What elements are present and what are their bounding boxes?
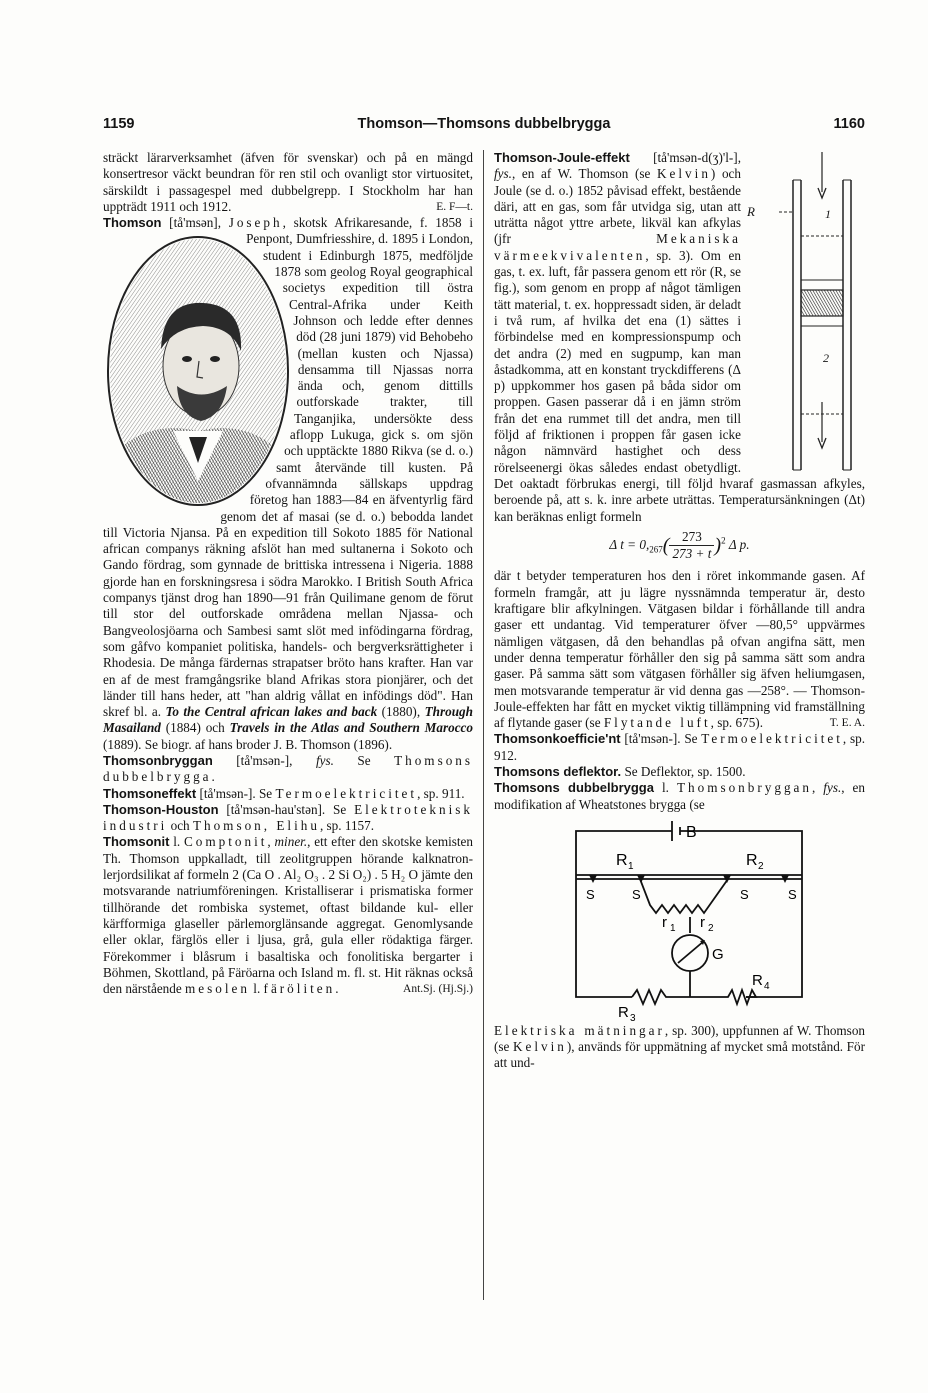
label-R1: R (616, 851, 628, 869)
entry-thomsons-deflektor: Thomsons deflektor. Se Deflektor, sp. 1500. (494, 763, 746, 779)
label-S4: S (788, 886, 797, 902)
label-R3-sub: 3 (630, 1012, 636, 1022)
label-S2: S (632, 886, 641, 902)
label-r1-sub: 1 (670, 922, 676, 934)
label-R1-sub: 1 (628, 860, 634, 872)
page-header (103, 116, 865, 138)
right-column (494, 150, 865, 1072)
label-R4: R (752, 971, 763, 989)
label-S1: S (586, 886, 595, 902)
column-divider (483, 150, 484, 1300)
label-R: R (747, 204, 755, 219)
signature: T. E. A. (829, 717, 865, 730)
label-2: 2 (823, 351, 829, 365)
signature: E. F—t. (436, 200, 473, 213)
entry-thomsons-dubbelbrygga: Thomsons dubbelbrygga l. Thomsonbryggan, fys., en modifikation af Wheatstones brygga (se (494, 780, 865, 812)
label-S3: S (740, 886, 749, 902)
entry-thomsons-dubbelbrygga-cont: Elektriska mätningar, sp. 300), uppfunnen af W. Thomson (se Kelvin), används för uppmätning af mycket små motstånd. För att und- (494, 1022, 866, 1071)
label-R3: R (618, 1003, 629, 1021)
label-B: B (686, 823, 697, 841)
page-number-right: 1160 (833, 116, 865, 132)
entry-thomson-joule-cont: där t betyder temperaturen hos den i röret inkommande gasen. Af formeln framgår, att ju lägre nyssnämnda temperatur är, desto kraftigare blir afkylningen. Vätgasen bildar i förhållande till andra gaser ett undantag. Vid temperaturer öfver —80,5° uppvärmes nämligen vätgasen, då den behandlas på ofvan angifna sätt, men under denna temperatur förhåller den sig på samma sätt som andra gaser. På samma sätt som vätgasen förhåller sig äfven heliumgasen, men motsvarande temperatur är vid denna gas —258°. — Thomson-Joule-effekten har fått en mycket viktig tillämpning vid framställning af flytande gaser (se Flytande luft, sp. 675). T. E. A. (494, 568, 865, 731)
left-column (103, 150, 473, 997)
entry-thomsonkoefficient: Thomsonkoefficie'nt [tå'msən-]. Se Termoelektricitet, sp. 912. (494, 731, 866, 763)
label-r1: r (662, 913, 667, 931)
running-title: Thomson—Thomsons dubbelbrygga (357, 116, 611, 132)
label-R4-sub: 4 (764, 980, 770, 992)
thomson-bridge-diagram (514, 817, 844, 1022)
label-R2: R (746, 851, 758, 869)
formula: Δ $t = 0,_{267}$( $\frac{273}{273 + t}$ )$^2$ Δ p. (609, 528, 750, 562)
label-r2-sub: 2 (708, 922, 714, 934)
apparatus-figure (747, 152, 865, 472)
label-G: G (712, 945, 724, 963)
label-r2: r (700, 913, 705, 931)
entry-thomson-joule: R 1 2 Thomson-Joule-effekt [tå'msən-d(ʒ)'l-], fys., en af W. Thomson (se Kelvin) och Joule (se d. o.) 1852 påvisad effekt, bestående däri, att en gas, som får utvidga sig, utan att uträtta något yttre arbete, likväl kan afkylas (jfr Mekaniska värmeekvivalenten, sp. 3). Om en gas, t. ex. luft, får passera genom ett rör (R, se fig.), som genom en propp af något tämligen tätt material, t. ex. hoppressadt siden, är deladt i två rum, af hvilka det ena (1) sättes i förbindelse med en kompressionspump och det andra (2) med en sugpump, kan man åstadkomma, att en konstant tryckdifferens (Δ p) uppkommer hos gasen på båda sidor om proppen. Gasen passerar då i en jämn ström från det ena rummet till det andra, men till följd af friktionen i proppen får gasen icke någon nämnvärd hastighet och dess rörelseenergi ökas således endast obetydligt. Det oaktadt förbrukas energi, till följd hvaraf gasmassan afkyles, beroende på, att s. k. inre arbete uträttas. Temperatursänkningen (Δt) kan beräknas enligt formeln (494, 150, 865, 524)
portrait-image (103, 231, 298, 511)
headword: Thomson-Joule-effekt (494, 150, 630, 165)
fraction: $\frac{273}{273 + t}$ (669, 529, 714, 563)
bridge-diagram-wrap (494, 813, 865, 1023)
page-number-left: 1159 (103, 116, 135, 132)
label-R2-sub: 2 (758, 860, 764, 872)
signature: Ant.Sj. (Hj.Sj.) (403, 983, 473, 996)
apparatus-diagram (747, 152, 865, 472)
entry-continuation: sträckt lärarverksamhet (äfven för svenskar) och på en mängd konsertresor väckt beundran för ren stil och ovanligt stor virtuositet, särskildt i passagespel med dubbelgrepp. I Stockholm har han uppträdt 1911 och 1912. E. F—t. (103, 150, 473, 214)
entry-thomsonbryggan: Thomsonbryggan [tå'msən-], fys. Se Thomsons dubbelbrygga. (103, 752, 474, 785)
label-1: 1 (825, 207, 831, 221)
entry-thomson-houston: Thomson-Houston [tå'msən-hau'stən]. Se Elektroteknisk industri och Thomson, Elihu, sp. 1157. (103, 801, 473, 834)
portrait-engraving (103, 231, 298, 511)
headword: Thomson (103, 215, 162, 231)
entry-thomsoneffekt: Thomsoneffekt [tå'msən-]. Se Termoelektricitet, sp. 911. (103, 785, 465, 801)
entry-thomsonit: Thomsonit l. Comptonit, miner., ett efter den skotske kemisten Th. Thomson uppkalladt, till zeolitgruppen hörande kalknatron-lerjordsilikat af formeln 2 (Ca O . Al₂ O₃ . 2 Si O₂) . 5 H₂ O jämte den motsvarande natriumföreningen. Kristalliserar i prismatiska former tillhörande det rombiska systemet, oftast bildande kul- eller kärfformiga glaseller pärlemorglänsande aggregat. Genomlysande eller oklar, färglös eller i ljusa, grå, gula eller rödaktiga färger. Förekommer i blåsrum i basaltiska och fonolitiska bergarter i Böhmen, Skottland, på Färöarna och Island m. fl. st. Hit räknas också den närstående mesolen l. färöliten. Ant.Sj. (Hj.Sj.) (103, 834, 473, 997)
entry-thomson-joseph: Thomson [tå'msən], Joseph , skotsk Afrikaresande, f. 1858 i Penpont, Dumfriesshire, d. 1895 i London, student i Edinburgh 1875, medföljde 1878 som geolog Royal geographical societys expedition till östra Central-Afrika under Keith Johnson och ledde efter dennes död (28 juni 1879) vid Behobeho (mellan kusten och Njassa) densamma till Njassas norra ända och, genom dittills outforskade trakter, till Tanganjika, undersökte dess aflopp Lukuga, gick s. om sjön och upptäckte 1880 Rikva (se d. o.) samt återvände till kusten. På ofvannämnda sällskaps uppdrag företog han 1883—84 en äfventyrlig färd genom det af masai (se d. o.) bebodda landet till Victoria Njansa. På en expedition till Sokoto 1885 för National african companys räkning afslöt han med sultanerna i Sokoto och Gando fördrag, som gynnade de brittiska intressena i Nigeria. 1888 gjorde han en forskningsresa i södra Marokko. I British South Africa companys tjänst drog han 1890—91 från Quilimane genom de förut till stor del outforskade områdena mellan Njassa- och Bangveolosjöarna och Sambesi samt slöt med infödingarna fördrag, som gåfvo kompaniet politiska, handels- och bergverksrättigheter i Rhodesia. De många färdernas strapatser bröto hans krafter. Han var en af de mest framgångsrike bland Afrikas stora pionjärer, och det länder till hans heder, att "han aldrig vållat en infödings död". Han skref bl. a. To the Central african lakes and back (1880), Through Masailand (1884) och Travels in the Atlas and Southern Marocco (1889). Se biogr. af hans broder J. B. Thomson (1896). (103, 215, 474, 752)
